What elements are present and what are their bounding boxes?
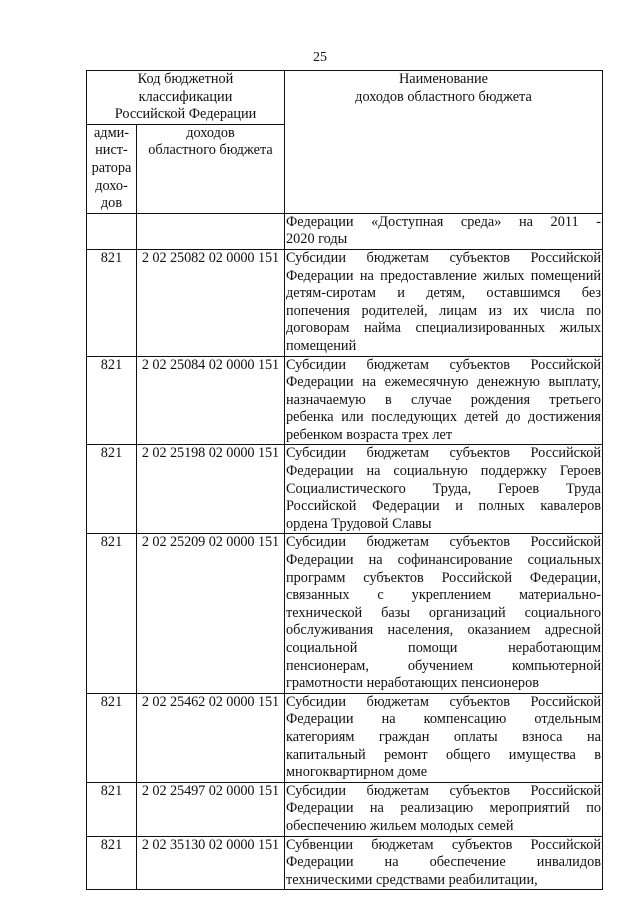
budget-code-cell: 2 02 25084 02 0000 151 — [137, 356, 285, 445]
budget-code-cell: 2 02 35130 02 0000 151 — [137, 836, 285, 890]
budget-code-cell: 2 02 25209 02 0000 151 — [137, 534, 285, 693]
description-line: детям-сиротам и детям, оставшимся без — [286, 285, 601, 302]
revenue-description-cell — [285, 836, 603, 890]
description-line: Федерации на обеспечение инвалидов — [286, 854, 601, 871]
description-line: Федерации на реализацию мероприятий по — [286, 800, 601, 817]
description-line: ордена Трудовой Славы — [286, 515, 432, 532]
description-line: Субсидии бюджетам субъектов Российской — [286, 445, 601, 462]
admin-header-line: дов — [100, 195, 123, 212]
revenue-description-cell — [285, 356, 603, 445]
name-header-line: Наименование — [398, 71, 489, 87]
description-line: Федерации на софинансирование социальных — [286, 552, 601, 569]
description-line: Социалистического Труда, Героев Труда — [286, 480, 601, 497]
description-line: капитальный ремонт общего имущества в — [286, 746, 601, 763]
table-row — [87, 836, 603, 890]
table-row — [87, 356, 603, 445]
budget-code-cell: 2 02 25497 02 0000 151 — [137, 782, 285, 836]
admin-code-cell: 821 — [87, 836, 137, 890]
admin-header-line: адми- — [93, 124, 130, 141]
description-line: 2020 годы — [286, 231, 348, 248]
kbk-header-line: классификации — [138, 88, 233, 105]
description-line: ребенка или последующих детей до достижения — [286, 409, 601, 426]
budget-code-cell: 2 02 25082 02 0000 151 — [137, 249, 285, 356]
kbk-header-line: Код бюджетной — [137, 71, 234, 87]
admin-header — [87, 124, 137, 213]
admin-header-line: ратора — [91, 159, 132, 176]
budget-code-cell: 2 02 25462 02 0000 151 — [137, 693, 285, 782]
kbk-header-line: Российской Федерации — [114, 106, 257, 123]
description-line: ребенком возраста трех лет — [286, 426, 453, 443]
revenue-description-cell — [285, 693, 603, 782]
kbk-header — [87, 71, 285, 125]
description-line: связанных с укреплением материально- — [286, 587, 601, 604]
admin-header-line: дохо- — [95, 177, 128, 194]
name-header-line: доходов областного бюджета — [355, 88, 532, 105]
description-line: назначаемую в случае рождения третьего — [286, 391, 601, 408]
revenue-description-cell — [285, 782, 603, 836]
revenue-description-cell — [285, 445, 603, 534]
table-row — [87, 534, 603, 693]
admin-header-line: нист- — [95, 142, 128, 159]
table-row — [87, 445, 603, 534]
description-line: пенсионерам, обучением компьютерной — [286, 657, 601, 674]
description-line: социальной помощи неработающим — [286, 640, 601, 656]
description-line: Субсидии бюджетам субъектов Российской — [286, 693, 601, 710]
description-line: программ субъектов Российской Федерации, — [286, 569, 601, 586]
description-line: Субсидии бюджетам субъектов Российской — [286, 534, 601, 551]
description-line: Федерации на предоставление жилых помещений — [286, 267, 601, 284]
table-row — [87, 693, 603, 782]
budget-revenue-table — [86, 70, 603, 890]
description-line: Субсидии бюджетам субъектов Российской — [286, 249, 601, 266]
table-row — [87, 249, 603, 356]
description-line: обслуживания населения, оказанием адресной — [286, 622, 601, 639]
table-row — [87, 782, 603, 836]
admin-code-cell: 821 — [87, 445, 137, 534]
description-line: Субвенции бюджетам субъектов Российской — [286, 836, 601, 853]
admin-code-cell: 821 — [87, 534, 137, 693]
budget-code-cell — [137, 213, 285, 249]
description-line: техническими средствами реабилитации, — [286, 871, 538, 888]
incomes-header-line: областного бюджета — [148, 142, 273, 159]
incomes-header — [137, 124, 285, 213]
table-body — [87, 213, 603, 890]
description-line: Субсидии бюджетам субъектов Российской — [286, 782, 601, 799]
revenue-description-cell — [285, 213, 603, 249]
description-line: многоквартирном доме — [286, 764, 428, 781]
description-line: технической базы организаций социального — [286, 604, 601, 621]
admin-code-cell — [87, 213, 137, 249]
revenue-description-cell — [285, 249, 603, 356]
description-line: Субсидии бюджетам субъектов Российской — [286, 356, 601, 373]
description-line: категориям граждан оплаты взноса на — [286, 728, 601, 745]
description-line: договорам найма специализированных жилых — [286, 320, 601, 337]
description-line: Российской Федерации и полных кавалеров — [286, 498, 601, 515]
description-line: попечения родителей, лицам из их числа по — [286, 302, 601, 319]
description-line: обеспечению жильем молодых семей — [286, 817, 514, 834]
name-header — [285, 71, 603, 214]
description-line: Федерации «Доступная среда» на 2011 - — [286, 213, 601, 230]
admin-code-cell: 821 — [87, 782, 137, 836]
revenue-description-cell — [285, 534, 603, 693]
description-line: Федерации на социальную поддержку Героев — [286, 463, 601, 480]
incomes-header-line: доходов — [186, 124, 235, 141]
description-line: помещений — [286, 337, 357, 354]
page-number: 25 — [313, 50, 327, 65]
description-line: Федерации на ежемесячную денежную выплату, — [286, 374, 601, 391]
admin-code-cell: 821 — [87, 356, 137, 445]
table-row — [87, 213, 603, 249]
admin-code-cell: 821 — [87, 693, 137, 782]
table-header — [87, 71, 603, 214]
admin-code-cell: 821 — [87, 249, 137, 356]
description-line: грамотности неработающих пенсионеров — [286, 675, 539, 692]
budget-code-cell: 2 02 25198 02 0000 151 — [137, 445, 285, 534]
description-line: Федерации на компенсацию отдельным — [286, 711, 601, 728]
